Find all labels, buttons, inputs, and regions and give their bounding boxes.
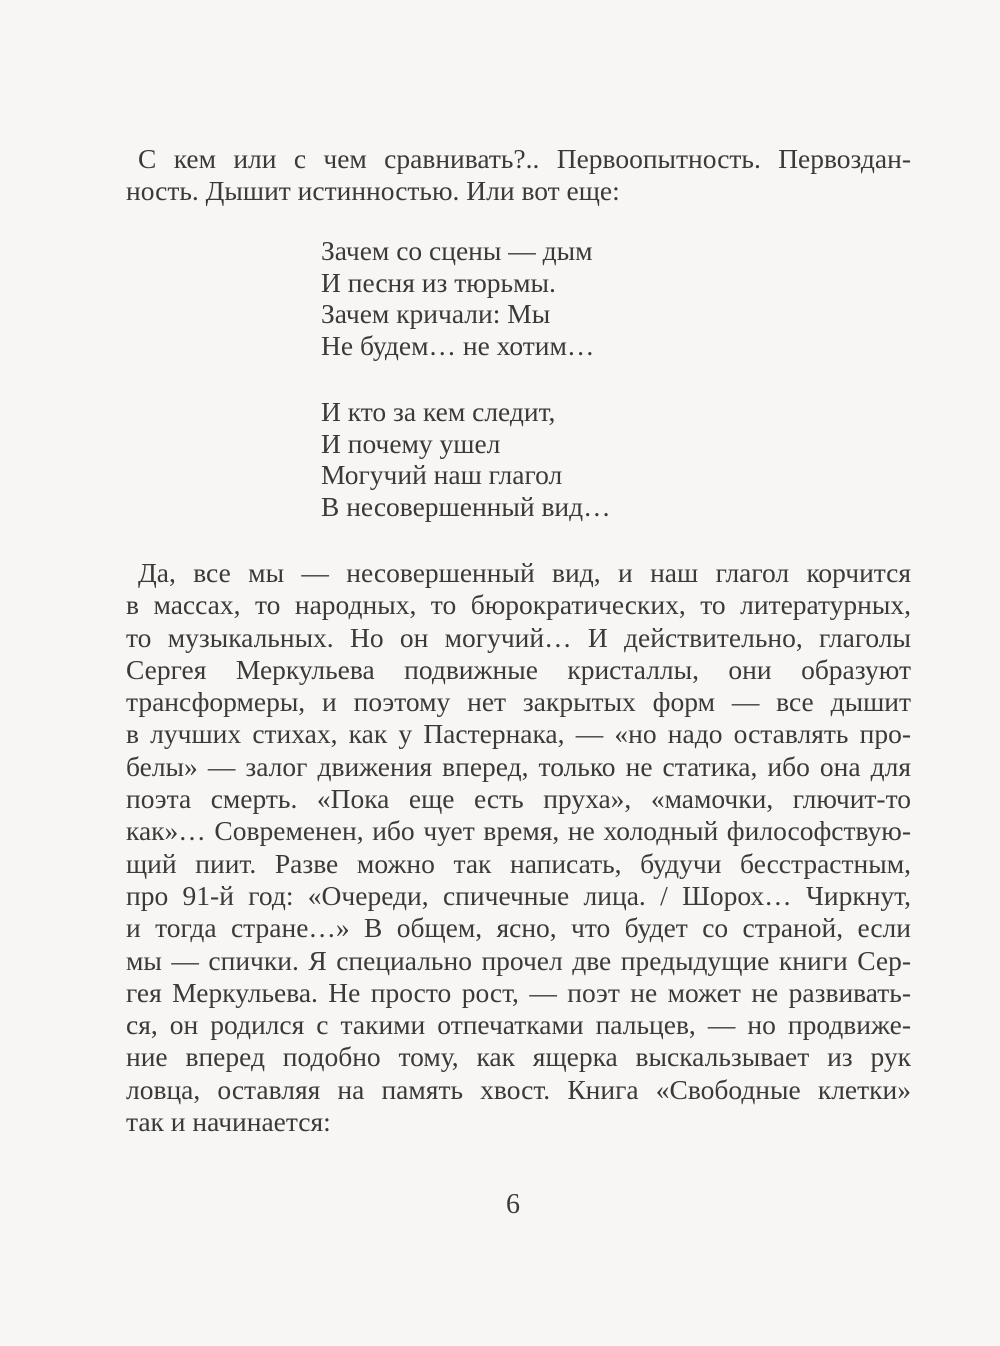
text-line: щий пиит. Разве можно так написать, будучи бесстрастным, (126, 847, 911, 879)
poem-line: И почему ушел (321, 427, 501, 459)
text-line: трансформеры, и поэтому нет закрытых форм — все дышит (126, 686, 911, 718)
text-line: ность. Дышит истинностью. Или вот еще: (126, 175, 620, 207)
page-number: 6 (506, 1189, 520, 1220)
text-line: поэта смерть. «Пока еще есть пруха», «мамочки, глючит-то (126, 783, 911, 815)
poem-line: Зачем кричали: Мы (321, 298, 551, 330)
poem-line: В несовершенный вид… (321, 490, 611, 522)
text-line: мы — спички. Я специально прочел две предыдущие книги Сер- (126, 944, 911, 976)
poem-line: Зачем со сцены — дым (321, 235, 593, 266)
poem-line: Могучий наш глагол (321, 459, 563, 491)
text-line: как»… Современен, ибо чует время, не холодный философствую- (126, 815, 911, 847)
text-line: Да, все мы — несовершенный вид, и наш глагол корчится (138, 557, 911, 588)
text-line: ся, он родился с такими отпечатками пальцев, — но продвиже- (126, 1009, 911, 1041)
poem-stanza-1 (321, 235, 594, 361)
text-line: в массах, то народных, то бюрократических, то литературных, (126, 589, 911, 621)
text-line: Сергея Меркульева подвижные кристаллы, они образуют (126, 653, 911, 685)
text-line: так и начинается: (126, 1106, 331, 1138)
text-line: С кем или с чем сравнивать?.. Первоопытность. Первоздан- (138, 143, 911, 174)
paragraph-intro (126, 143, 911, 208)
poem-stanza-2 (321, 396, 611, 522)
text-line: ловца, оставляя на память хвост. Книга «Свободные клетки» (126, 1073, 911, 1105)
poem-line: И кто за кем следит, (321, 396, 556, 427)
poem-line: И песня из тюрьмы. (321, 266, 556, 298)
text-line: и тогда стране…» В общем, ясно, что будет со страной, если (126, 912, 911, 944)
text-line: ние вперед подобно тому, как ящерка выскальзывает из рук (126, 1041, 911, 1073)
text-line: белы» — залог движения вперед, только не статика, ибо она для (126, 750, 911, 782)
text-line: про 91-й год: «Очереди, спичечные лица. / Шорох… Чиркнут, (126, 879, 911, 911)
poem-line: Не будем… не хотим… (321, 329, 595, 361)
text-line: то музыкальных. Но он могучий… И действительно, глаголы (126, 621, 911, 653)
paragraph-main (126, 557, 911, 1138)
text-line: в лучших стихах, как у Пастернака, — «но надо оставлять про- (126, 718, 911, 750)
text-line: гея Меркульева. Не просто рост, — поэт не может не развивать- (126, 976, 911, 1008)
